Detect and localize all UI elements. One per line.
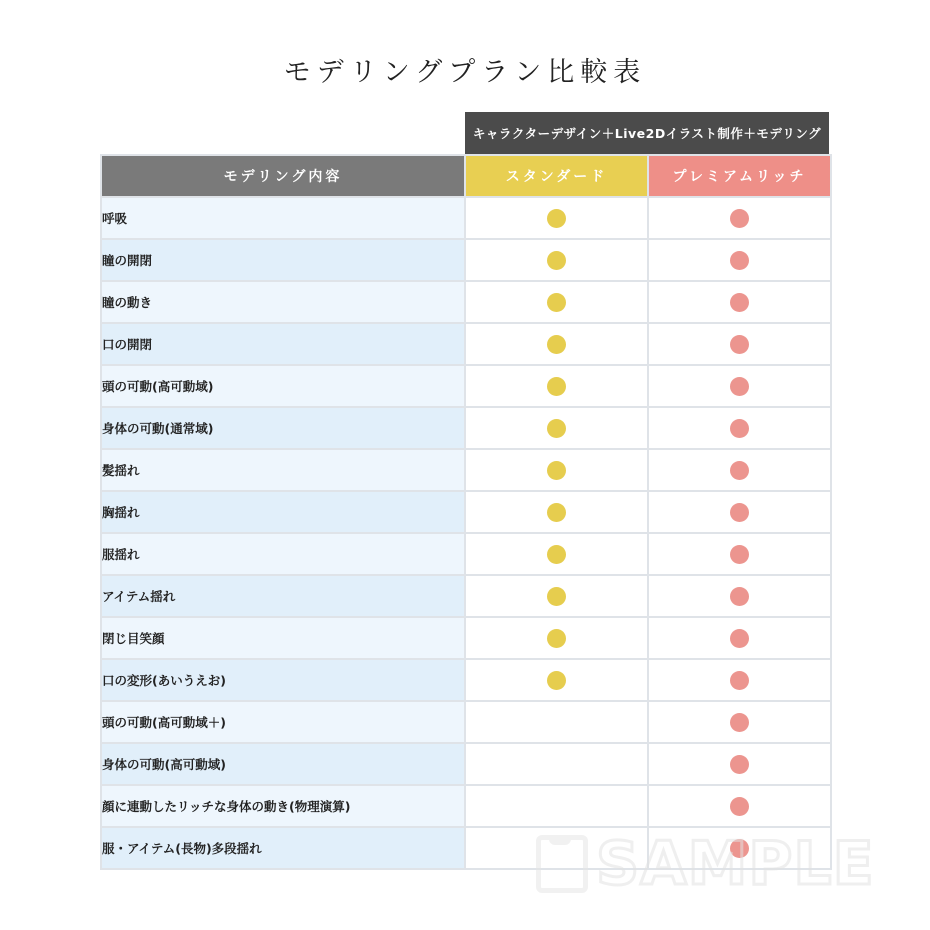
standard-included-dot-icon: [547, 293, 566, 312]
table-row: [101, 533, 831, 575]
premium-cell: [648, 239, 831, 281]
table-row: [101, 659, 831, 701]
standard-cell: [465, 617, 648, 659]
feature-label: 胸揺れ: [101, 491, 465, 533]
standard-included-dot-icon: [547, 377, 566, 396]
standard-cell: [465, 281, 648, 323]
feature-label: 頭の可動(高可動域＋): [101, 701, 465, 743]
standard-cell: [465, 533, 648, 575]
standard-cell: [465, 197, 648, 239]
table-row: [101, 827, 831, 869]
premium-included-dot-icon: [730, 587, 749, 606]
table-header-row: [101, 155, 831, 197]
premium-included-dot-icon: [730, 461, 749, 480]
premium-cell: [648, 533, 831, 575]
header-premium-plan: プレミアムリッチ: [648, 155, 831, 197]
premium-cell: [648, 701, 831, 743]
standard-included-dot-icon: [547, 419, 566, 438]
plan-group-header: キャラクターデザイン＋Live2Dイラスト制作＋モデリング: [465, 112, 829, 154]
feature-label: 服揺れ: [101, 533, 465, 575]
premium-cell: [648, 407, 831, 449]
feature-label: 瞳の開閉: [101, 239, 465, 281]
standard-cell: [465, 323, 648, 365]
table-row: [101, 575, 831, 617]
standard-cell: [465, 449, 648, 491]
table-row: [101, 617, 831, 659]
premium-included-dot-icon: [730, 251, 749, 270]
header-standard-plan: スタンダード: [465, 155, 648, 197]
premium-cell: [648, 323, 831, 365]
premium-included-dot-icon: [730, 545, 749, 564]
premium-cell: [648, 491, 831, 533]
standard-cell: [465, 407, 648, 449]
comparison-table: [100, 154, 832, 870]
page-title: モデリングプラン比較表: [283, 57, 647, 88]
table-row: [101, 281, 831, 323]
premium-cell: [648, 743, 831, 785]
premium-cell: [648, 281, 831, 323]
feature-label: 呼吸: [101, 197, 465, 239]
table-row: [101, 239, 831, 281]
header-modeling-content: モデリング内容: [101, 155, 465, 197]
premium-cell: [648, 197, 831, 239]
standard-included-dot-icon: [547, 629, 566, 648]
standard-included-dot-icon: [547, 545, 566, 564]
standard-included-dot-icon: [547, 335, 566, 354]
standard-cell: [465, 659, 648, 701]
standard-included-dot-icon: [547, 209, 566, 228]
standard-cell: [465, 575, 648, 617]
standard-cell: [465, 701, 648, 743]
standard-cell: [465, 491, 648, 533]
standard-cell: [465, 239, 648, 281]
table-row: [101, 743, 831, 785]
premium-included-dot-icon: [730, 335, 749, 354]
premium-included-dot-icon: [730, 629, 749, 648]
feature-label: アイテム揺れ: [101, 575, 465, 617]
standard-included-dot-icon: [547, 461, 566, 480]
feature-label: 口の開閉: [101, 323, 465, 365]
standard-cell: [465, 827, 648, 869]
premium-included-dot-icon: [730, 503, 749, 522]
standard-cell: [465, 365, 648, 407]
premium-included-dot-icon: [730, 755, 749, 774]
premium-included-dot-icon: [730, 209, 749, 228]
feature-label: 服・アイテム(長物)多段揺れ: [101, 827, 465, 869]
table-row: [101, 449, 831, 491]
premium-included-dot-icon: [730, 671, 749, 690]
premium-cell: [648, 827, 831, 869]
feature-label: 髪揺れ: [101, 449, 465, 491]
feature-label: 瞳の動き: [101, 281, 465, 323]
table-row: [101, 491, 831, 533]
premium-included-dot-icon: [730, 713, 749, 732]
standard-included-dot-icon: [547, 503, 566, 522]
table-body: [101, 197, 831, 869]
premium-cell: [648, 449, 831, 491]
table-row: [101, 323, 831, 365]
standard-included-dot-icon: [547, 251, 566, 270]
feature-label: 頭の可動(高可動域): [101, 365, 465, 407]
premium-cell: [648, 617, 831, 659]
feature-label: 身体の可動(通常域): [101, 407, 465, 449]
feature-label: 閉じ目笑顔: [101, 617, 465, 659]
premium-cell: [648, 575, 831, 617]
premium-included-dot-icon: [730, 839, 749, 858]
standard-included-dot-icon: [547, 671, 566, 690]
feature-label: 顔に連動したリッチな身体の動き(物理演算): [101, 785, 465, 827]
premium-cell: [648, 659, 831, 701]
standard-cell: [465, 743, 648, 785]
table-row: [101, 785, 831, 827]
premium-included-dot-icon: [730, 419, 749, 438]
premium-included-dot-icon: [730, 293, 749, 312]
feature-label: 身体の可動(高可動域): [101, 743, 465, 785]
table-row: [101, 365, 831, 407]
premium-included-dot-icon: [730, 797, 749, 816]
table-row: [101, 701, 831, 743]
table-row: [101, 407, 831, 449]
standard-cell: [465, 785, 648, 827]
premium-cell: [648, 785, 831, 827]
feature-label: 口の変形(あいうえお): [101, 659, 465, 701]
standard-included-dot-icon: [547, 587, 566, 606]
premium-cell: [648, 365, 831, 407]
premium-included-dot-icon: [730, 377, 749, 396]
table-row: [101, 197, 831, 239]
